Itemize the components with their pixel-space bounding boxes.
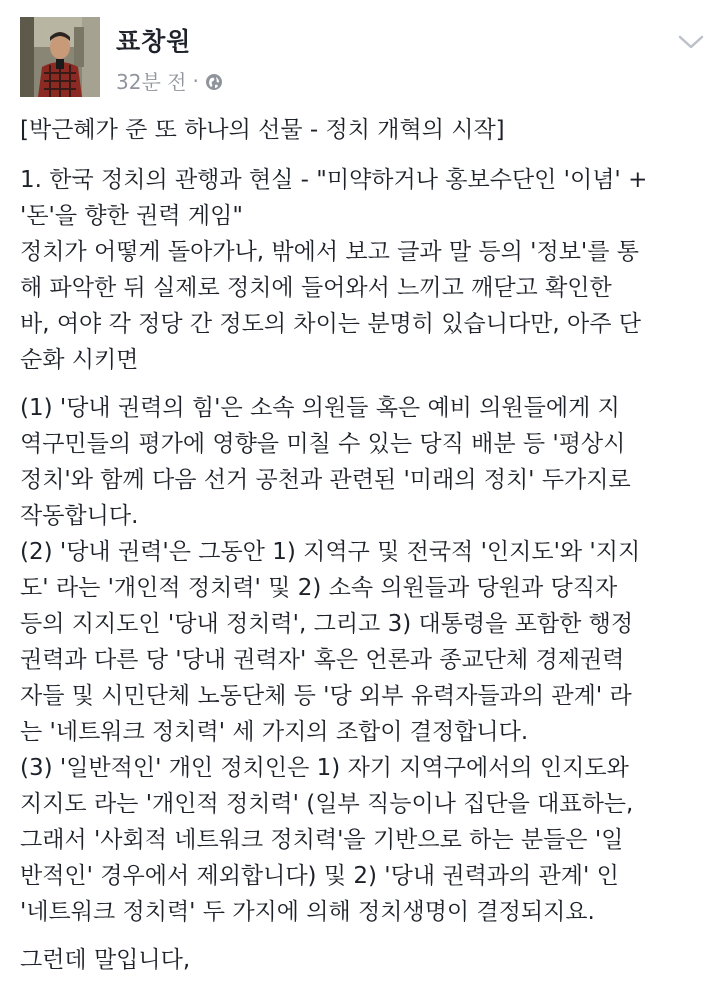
post-header — [0, 0, 720, 110]
post-meta — [116, 66, 223, 95]
globe-icon — [205, 72, 223, 90]
avatar-photo — [20, 17, 100, 97]
author-name[interactable]: 표창원 — [116, 27, 192, 56]
post-title: [박근혜가 준 또 하나의 선물 - 정치 개혁의 시작] — [20, 117, 505, 143]
meta-separator: · — [192, 68, 199, 93]
closing-line: 그런데 말입니다, — [20, 947, 191, 973]
section-1: 1. 한국 정치의 관행과 현실 - "미약하거나 홍보수단인 '이념' + '돈'을 향한 권력 게임" 정치가 어떻게 돌아가나, 밖에서 보고 글과 말 등의 '정보'를 통 해 파악한 뒤 실제로 정치에 들어와서 느끼고 깨닫고 확인한 바, 여야 각 정당 간 정도의 차이는 분명히 있습니다만, 아주 단 순화 시키면 — [20, 167, 648, 373]
post-body — [20, 112, 710, 978]
chevron-down-icon[interactable] — [674, 30, 708, 54]
avatar[interactable] — [20, 17, 100, 97]
section-2: (1) '당내 권력의 힘'은 소속 의원들 혹은 예비 의원들에게 지 역구민들의 평가에 영향을 미칠 수 있는 당직 배분 등 '평상시 정치'와 함께 다음 선거 공천과 관련된 '미래의 정치' 두가지로 작동합니다. (2) '당내 권력'은 그동안 1) 지역구 및 전국적 '인지도'와 '지지 도' 라는 '개인적 정치력' 및 2) 소속 의원들과 당원과 당직자 등의 지지도인 '당내 정치력', 그리고 3) 대통령을 포함한 행정 권력과 다른 당 '당내 권력자' 혹은 언론과 종교단체 경제권력 자들 및 시민단체 노동단체 등 '당 외부 유력자들과의 관계' 라 는 '네트워크 정치력' 세 가지의 조합이 결정합니다. (3) '일반적인' 개인 정치인은 1) 자기 지역구에서의 인지도와 지지도 라는 '개인적 정치력' (일부 직능이나 집단을 대표하는, 그래서 '사회적 네트워크 정치력'을 기반으로 하는 분들은 '일 반적인' 경우에서 제외합니다) 및 2) '당내 권력과의 관계' 인 '네트워크 정치력' 두 가지에 의해 정치생명이 결정되지요. — [20, 395, 641, 925]
post-timestamp[interactable]: 32분 전 — [116, 70, 187, 94]
